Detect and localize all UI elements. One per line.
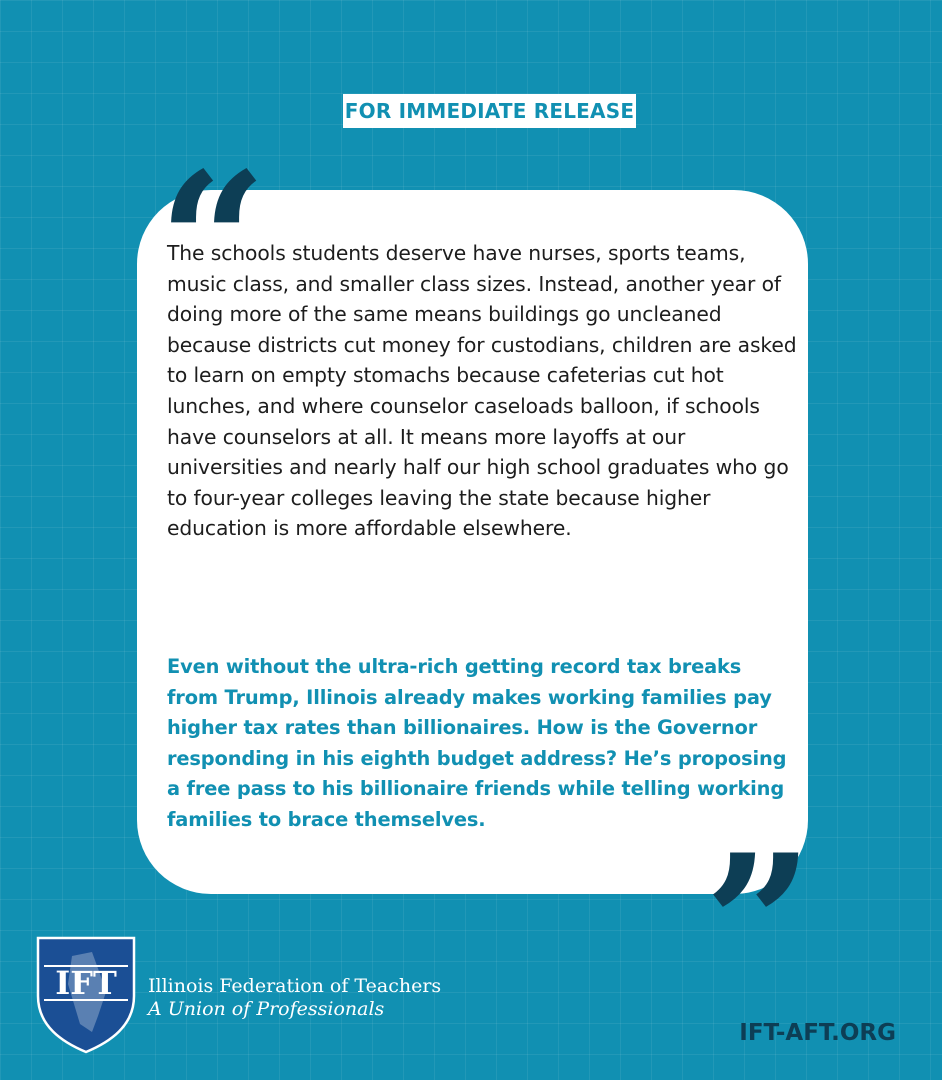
quote-body-text: The schools students deserve have nurses, sports teams, music class, and smaller class sizes. Instead, another year of doing more of the same means buildings go uncleaned because districts cut money for custodians, children are asked to learn on empty stomachs because cafeterias cut hot lunches, and where counselor caseloads balloon, if schools have counselors at all. It means more layoffs at our universities and nearly half our high school graduates who go to four-year colleges leaving the state because higher education is more affordable elsewhere. (167, 241, 797, 541)
ift-shield-logo (34, 934, 138, 1054)
close-quote-icon: ” (704, 813, 814, 1036)
org-tagline: A Union of Professionals (148, 998, 385, 1020)
website-link[interactable]: IFT-AFT.ORG (739, 1020, 896, 1046)
release-badge: FOR IMMEDIATE RELEASE (343, 94, 636, 128)
open-quote-icon: “ (158, 131, 268, 354)
quote-emphasis-text: Even without the ultra-rich getting record tax breaks from Trump, Illinois already makes working families pay higher tax rates than billionaires. How is the Governor responding in his eighth budget address? He’s proposing a free pass to his billionaire friends while telling working families to brace themselves. (167, 655, 787, 831)
logo-text: IFT (55, 964, 117, 1002)
org-name: Illinois Federation of Teachers (148, 975, 442, 997)
